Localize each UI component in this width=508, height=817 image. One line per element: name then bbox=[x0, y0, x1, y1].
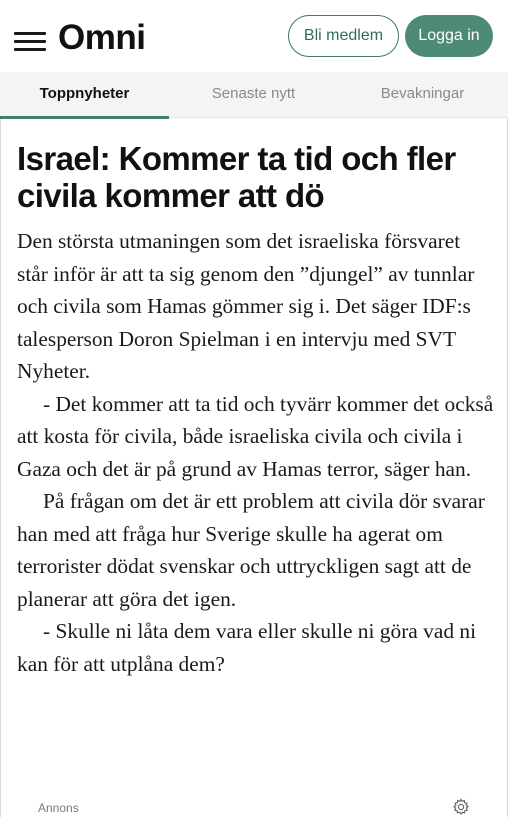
section-tabs bbox=[0, 72, 508, 118]
tab-toppnyheter[interactable] bbox=[0, 72, 169, 118]
menu-icon[interactable] bbox=[14, 30, 46, 52]
article-headline[interactable]: Israel: Kommer ta tid och fler civila kommer att dö bbox=[17, 140, 456, 214]
become-member-button[interactable]: Bli medlem bbox=[288, 15, 399, 57]
menu-icon-bar bbox=[14, 40, 46, 43]
active-tab-indicator bbox=[0, 116, 169, 119]
menu-icon-bar bbox=[14, 32, 46, 35]
tab-label: Bevakningar bbox=[380, 85, 465, 102]
tab-senaste-nytt[interactable] bbox=[169, 72, 338, 118]
omni-logo[interactable]: Omni bbox=[58, 18, 146, 57]
article-paragraph: På frågan om det är ett problem att civila dör svarar han med att fråga hur Sverige skulle ha agerat om terrorister dödat svenskar och uttryckligen sagt att de planerar att göra det igen. bbox=[17, 489, 485, 611]
tab-label: Toppnyheter bbox=[39, 85, 130, 102]
article-body bbox=[17, 225, 495, 680]
menu-icon-bar bbox=[14, 48, 46, 51]
article-paragraph: Den största utmaningen som det israeliska försvaret står inför är att ta sig genom den ”djungel” av tunnlar och civila som Hamas gömmer sig i. Det säger IDF:s talesperson Doron Spielman i en intervju med SVT Nyheter. bbox=[17, 229, 475, 383]
article-paragraph: - Det kommer att ta tid och tyvärr kommer det också att kosta för civila, både israeliska civila och civila i Gaza och det är på grund av Hamas terror, säger han. bbox=[17, 391, 494, 481]
ad-label: Annons bbox=[38, 801, 79, 815]
article-paragraph: - Skulle ni låta dem vara eller skulle ni göra vad ni kan för att utplåna dem? bbox=[17, 619, 477, 676]
tab-bevakningar[interactable] bbox=[338, 72, 507, 118]
tab-label: Senaste nytt bbox=[211, 85, 296, 102]
gear-icon[interactable] bbox=[452, 798, 470, 816]
top-header bbox=[0, 0, 508, 72]
login-button[interactable]: Logga in bbox=[405, 15, 493, 57]
